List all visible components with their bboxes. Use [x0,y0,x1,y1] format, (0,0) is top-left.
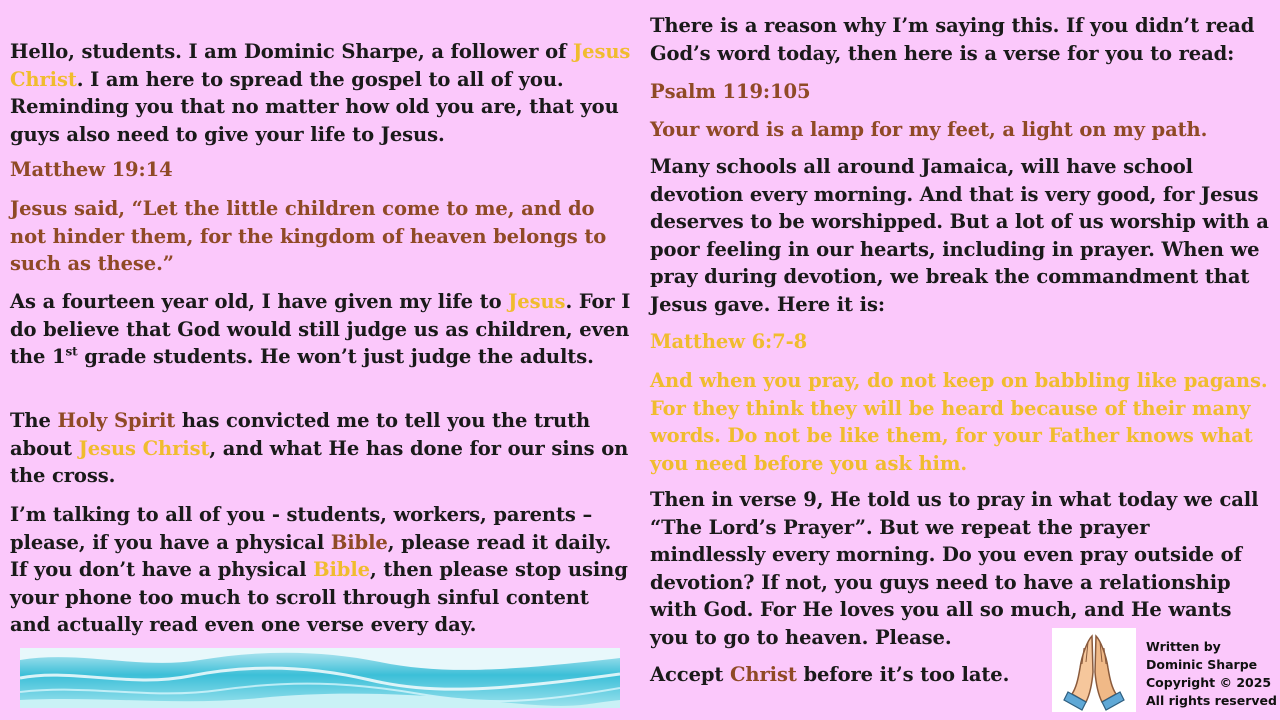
text: The [10,409,58,432]
verse-text: Your word is a lamp for my feet, a light on my path. [650,118,1208,141]
credit-line: Written by [1146,639,1221,654]
verse-reference: Psalm 119:105 [650,80,811,103]
text: has convicted me to tell you the truth about [10,409,591,460]
highlight-bible: Bible [330,530,388,554]
superscript: st [65,344,78,359]
text: As a fourteen year old, I have given my life to [10,290,509,313]
highlight-jesus-christ: Jesus Christ [78,436,210,460]
highlight-jesus-christ: Jesus Christ [10,40,631,91]
paragraph-reason: There is a reason why I’m saying this. If you didn’t read God’s word today, then here is a verse for you to read: [650,14,1255,65]
text: grade students. He won’t just judge the adults. [77,345,594,368]
text: before it’s too late. [796,663,1010,686]
text: , and what He has done for our sins on the cross. [10,436,629,487]
verse-text: And when you pray, do not keep on babbling like pagans. For they think they will be heard because of their many words. Do not be like them, for your Father knows what you need before you ask him. [650,369,1268,475]
paragraph-bible [10,501,635,639]
intro-paragraph [10,38,635,148]
text: , please read it daily. If you don’t have a physical [10,530,612,581]
highlight-holy-spirit: Holy Spirit [57,409,176,432]
copyright-line: Copyright © 2025 [1146,675,1272,690]
paragraph-age [10,288,635,371]
intro-text: Hello, students. I am Dominic Sharpe, a follower of [10,40,574,63]
ocean-wave-image [20,648,620,708]
verse-reference: Matthew 19:14 [10,158,173,181]
praying-hands-graphic [1052,628,1136,712]
paragraph-devotion: Many schools all around Jamaica, will have school devotion every morning. And that is very good, for Jesus deserves to be worshipped. But a lot of us worship with a poor feeling in our hearts, including in prayer. When we pray during devotion, we break the commandment that Jesus gave. Here it is: [650,155,1269,316]
text: I’m talking to all of you - students, workers, parents – please, if you have a physical [10,503,593,554]
highlight-jesus: Jesus [508,290,566,313]
text: . For I do believe that God would still judge us as children, even the 1 [10,290,631,368]
paragraph-lords-prayer: Then in verse 9, He told us to pray in what today we call “The Lord’s Prayer”. But we repeat the prayer mindlessly every morning. Do you even pray outside of devotion? If not, you guys need to have a relationship with God. For He loves you all so much, and He wants you to go to heaven. Please. [650,488,1259,649]
credit-block [1146,638,1276,710]
text: , then please stop using your phone too much to scroll through sinful content and actually read even one verse every day. [10,558,628,636]
highlight-bible: Bible [313,558,370,581]
intro-text-cont: . I am here to spread the gospel to all of you. Reminding you that no matter how old you are, that you guys also need to give your life to Jesus. [10,67,619,146]
verse-reference: Matthew 6:7-8 [650,330,808,353]
wave-graphic [20,648,620,708]
credit-author: Dominic Sharpe [1146,657,1258,672]
rights-line: All rights reserved [1146,693,1277,708]
text: Accept [650,663,731,686]
verse-text: Jesus said, “Let the little children come to me, and do not hinder them, for the kingdom of heaven belongs to such as these.” [10,197,607,275]
highlight-christ: Christ [730,663,797,686]
paragraph-holy-spirit [10,407,635,490]
closing-line [650,661,1009,689]
praying-hands-icon [1052,628,1136,712]
